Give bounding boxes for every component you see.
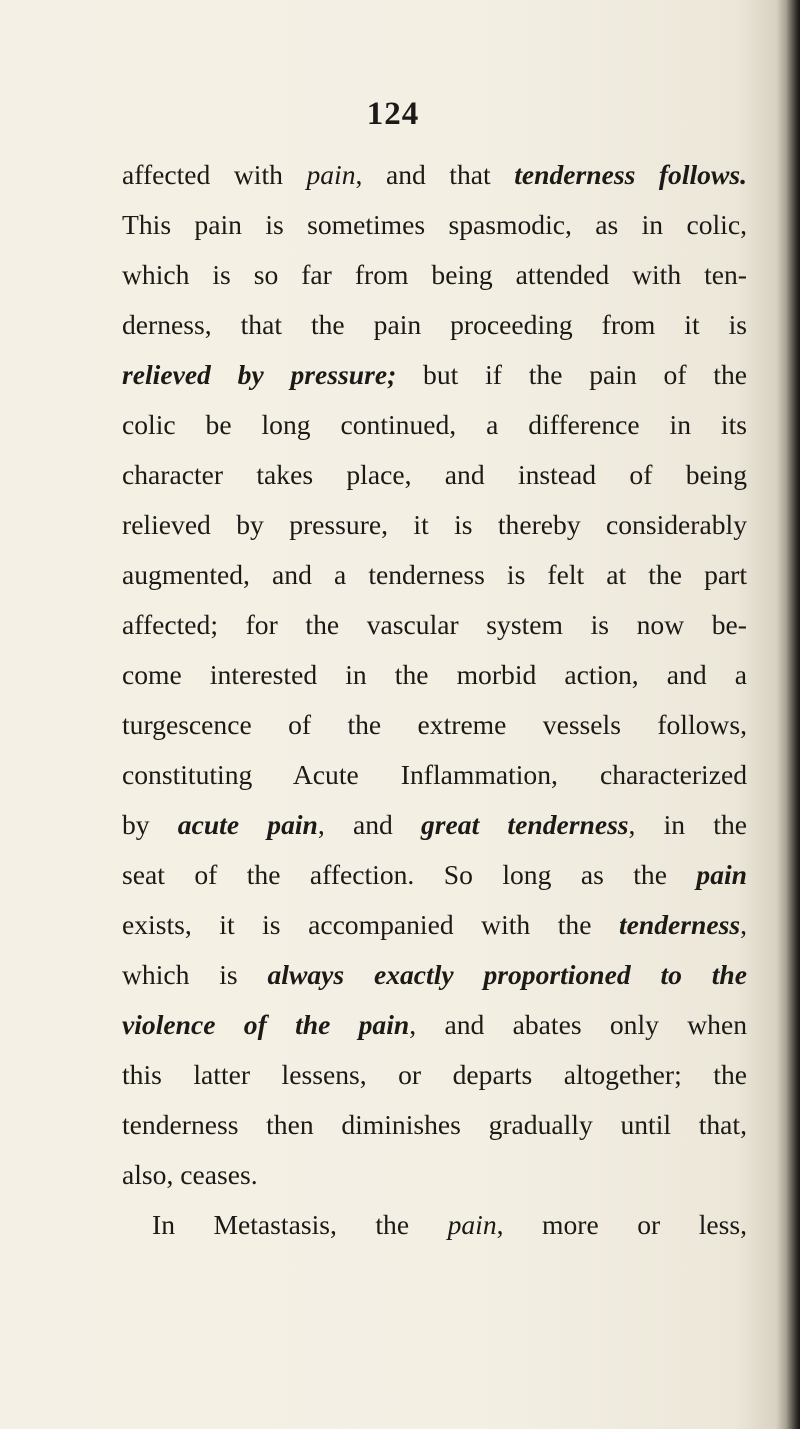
text-line [122, 400, 747, 450]
text-run: relieved by pressure; [122, 359, 397, 390]
text-run: pain [306, 159, 356, 190]
text-line [122, 700, 747, 750]
text-line [122, 750, 747, 800]
text-line [122, 800, 747, 850]
text-line [122, 500, 747, 550]
text-run: constituting Acute Inflammation, characterized [122, 759, 747, 790]
text-run: acute pain [177, 809, 318, 840]
text-line [122, 900, 747, 950]
text-line [122, 850, 747, 900]
text-run: by [122, 809, 178, 840]
text-run: , and [317, 809, 421, 840]
text-line [122, 550, 747, 600]
text-line [122, 300, 747, 350]
text-run: relieved by pressure, it is thereby considerably [122, 509, 747, 540]
text-line [122, 1050, 747, 1100]
text-run: tenderness follows. [514, 159, 748, 190]
text-run: In Metastasis, the [152, 1209, 448, 1240]
text-run: this latter lessens, or departs altogether; the [122, 1059, 747, 1090]
text-line [122, 350, 747, 400]
text-run: affected with [122, 159, 307, 190]
text-line [122, 200, 747, 250]
text-run: tenderness [618, 909, 741, 940]
text-run: augmented, and a tenderness is felt at the part [122, 559, 747, 590]
text-line [122, 950, 747, 1000]
text-run: great tenderness [421, 809, 629, 840]
text-line [122, 450, 747, 500]
text-line [122, 1150, 258, 1200]
text-run: pain [447, 1209, 497, 1240]
text-run: , and that [355, 159, 515, 190]
text-run: exists, it is accompanied with the [122, 909, 619, 940]
text-run: This pain is sometimes spasmodic, as in colic, [122, 209, 747, 240]
text-run: which is so far from being attended with ten- [122, 259, 747, 290]
text-run: pain [696, 859, 747, 890]
text-run: , and abates only when [409, 1009, 747, 1040]
text-run: violence of the pain [122, 1009, 410, 1040]
page-number: 124 [366, 96, 420, 132]
text-line [122, 250, 747, 300]
text-line [122, 1100, 747, 1150]
text-run: which is [122, 959, 268, 990]
text-run: turgescence of the extreme vessels follows, [122, 709, 747, 740]
text-run: come interested in the morbid action, and a [122, 659, 747, 690]
text-run: also, ceases. [122, 1159, 258, 1190]
text-run: , in the [628, 809, 747, 840]
text-run: , more or less, [496, 1209, 747, 1240]
text-line [122, 150, 747, 200]
text-run: but if the pain of the [396, 359, 748, 390]
text-line [122, 1000, 747, 1050]
text-run: character takes place, and instead of being [122, 459, 747, 490]
text-run: , [740, 909, 747, 940]
text-run: colic be long continued, a difference in its [122, 409, 747, 440]
text-run: always exactly proportioned to the [267, 959, 747, 990]
text-run: derness, that the pain proceeding from it is [122, 309, 747, 340]
text-run: seat of the affection. So long as the [122, 859, 697, 890]
page-edge-shadow [786, 0, 800, 1429]
text-line [122, 1200, 747, 1250]
text-line [122, 650, 747, 700]
text-line [122, 600, 747, 650]
text-run: affected; for the vascular system is now be- [122, 609, 747, 640]
text-run: tenderness then diminishes gradually until that, [122, 1109, 747, 1140]
